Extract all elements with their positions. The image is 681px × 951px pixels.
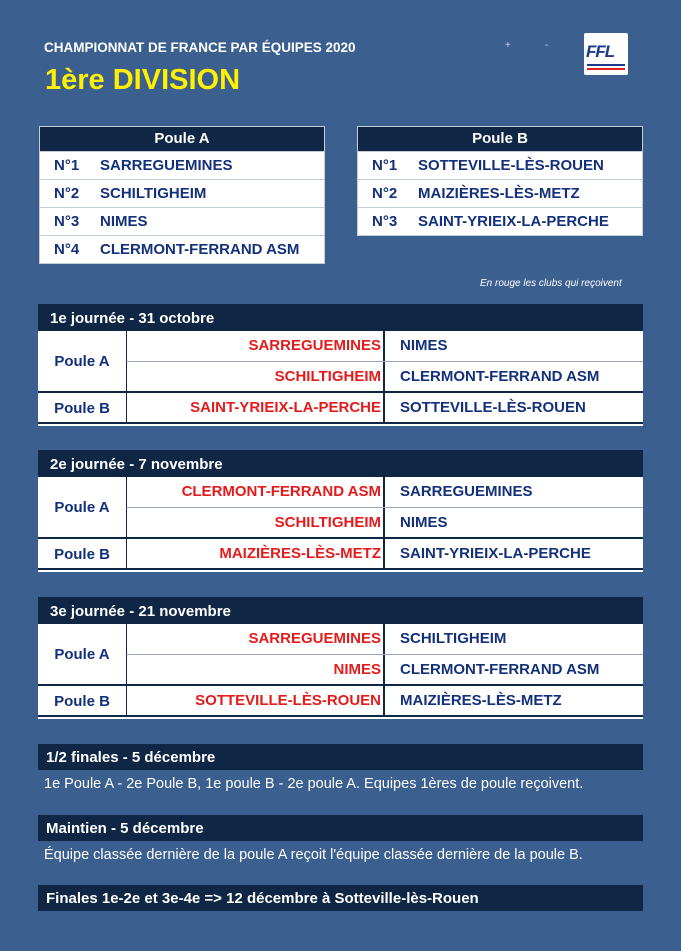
- home-team: SCHILTIGHEIM: [274, 368, 381, 385]
- poule-b-label: Poule B: [38, 539, 126, 570]
- poule-b-table: [357, 126, 643, 236]
- poule-a-row: [40, 235, 324, 263]
- maintien-title: Maintien - 5 décembre: [38, 815, 643, 841]
- journee-title: 3e journée - 21 novembre: [38, 597, 643, 624]
- poule-a-title: Poule A: [40, 127, 324, 151]
- match-row: [126, 362, 643, 393]
- decoration-mark: +: [505, 40, 511, 51]
- poule-b-label: Poule B: [38, 686, 126, 717]
- column-divider: [383, 655, 385, 684]
- match-row: [126, 508, 643, 539]
- poule-a-label: Poule A: [38, 331, 126, 393]
- journee-3: [38, 597, 643, 719]
- demi-finales-title: 1/2 finales - 5 décembre: [38, 744, 643, 770]
- match-row: [126, 686, 643, 717]
- column-divider: [383, 477, 385, 507]
- poule-b-label: Poule B: [38, 393, 126, 424]
- match-row: [126, 477, 643, 508]
- journee-2: [38, 450, 643, 572]
- team-name: NIMES: [100, 213, 148, 230]
- column-divider: [383, 624, 385, 654]
- team-rank: N°2: [372, 185, 398, 202]
- team-name: SARREGUEMINES: [100, 157, 233, 174]
- team-rank: N°4: [54, 241, 80, 258]
- column-divider: [383, 508, 385, 537]
- logo-text: FFL: [586, 42, 615, 61]
- team-rank: N°2: [54, 185, 80, 202]
- away-team: MAIZIÈRES-LÈS-METZ: [400, 692, 562, 709]
- home-team-note: En rouge les clubs qui reçoivent: [480, 278, 622, 289]
- away-team: SAINT-YRIEIX-LA-PERCHE: [400, 545, 591, 562]
- column-divider: [383, 539, 385, 568]
- maintien-section: [38, 815, 643, 863]
- home-team: SCHILTIGHEIM: [274, 514, 381, 531]
- match-row: [126, 539, 643, 570]
- home-team: NIMES: [333, 661, 381, 678]
- team-name: CLERMONT-FERRAND ASM: [100, 241, 300, 258]
- match-row: [126, 393, 643, 424]
- logo-stripe: [587, 68, 625, 70]
- poule-b-row: [358, 207, 642, 235]
- page-title: 1ère DIVISION: [45, 64, 241, 96]
- away-team: SOTTEVILLE-LÈS-ROUEN: [400, 399, 586, 416]
- home-team: MAIZIÈRES-LÈS-METZ: [219, 545, 381, 562]
- home-team: SAINT-YRIEIX-LA-PERCHE: [190, 399, 381, 416]
- match-row: [126, 655, 643, 686]
- team-rank: N°1: [54, 157, 80, 174]
- ffl-logo: [584, 33, 628, 75]
- team-name: SAINT-YRIEIX-LA-PERCHE: [418, 213, 609, 230]
- page-supertitle: CHAMPIONNAT DE FRANCE PAR ÉQUIPES 2020: [44, 40, 356, 55]
- match-row: [126, 331, 643, 362]
- poule-a-row: [40, 151, 324, 179]
- column-divider: [383, 393, 385, 422]
- home-team: SARREGUEMINES: [248, 630, 381, 647]
- poule-b-title: Poule B: [358, 127, 642, 151]
- finales-title: Finales 1e-2e et 3e-4e => 12 décembre à Sotteville-lès-Rouen: [38, 885, 643, 911]
- poule-b-row: [358, 179, 642, 207]
- team-name: SCHILTIGHEIM: [100, 185, 207, 202]
- away-team: NIMES: [400, 514, 448, 531]
- home-team: SOTTEVILLE-LÈS-ROUEN: [195, 692, 381, 709]
- home-team: CLERMONT-FERRAND ASM: [181, 483, 381, 500]
- journee-1: [38, 304, 643, 426]
- team-name: MAIZIÈRES-LÈS-METZ: [418, 185, 580, 202]
- away-team: SARREGUEMINES: [400, 483, 533, 500]
- poule-a-row: [40, 207, 324, 235]
- home-team: SARREGUEMINES: [248, 337, 381, 354]
- journee-title: 1e journée - 31 octobre: [38, 304, 643, 331]
- away-team: CLERMONT-FERRAND ASM: [400, 368, 600, 385]
- finales-section: [38, 885, 643, 911]
- team-name: SOTTEVILLE-LÈS-ROUEN: [418, 157, 604, 174]
- away-team: NIMES: [400, 337, 448, 354]
- poule-a-row: [40, 179, 324, 207]
- poule-a-label: Poule A: [38, 477, 126, 539]
- poule-a-label: Poule A: [38, 624, 126, 686]
- team-rank: N°3: [372, 213, 398, 230]
- match-row: [126, 624, 643, 655]
- team-rank: N°1: [372, 157, 398, 174]
- decoration-mark: -: [545, 40, 549, 51]
- poule-b-row: [358, 151, 642, 179]
- poule-a-table: [39, 126, 325, 264]
- away-team: SCHILTIGHEIM: [400, 630, 507, 647]
- demi-finales-section: [38, 744, 643, 792]
- logo-stripe: [587, 64, 625, 66]
- team-rank: N°3: [54, 213, 80, 230]
- demi-finales-text: 1e Poule A - 2e Poule B, 1e poule B - 2e poule A. Equipes 1ères de poule reçoivent.: [44, 776, 584, 792]
- column-divider: [383, 362, 385, 391]
- column-divider: [383, 686, 385, 715]
- maintien-text: Équipe classée dernière de la poule A reçoit l'équipe classée dernière de la poule B.: [44, 847, 583, 863]
- journee-title: 2e journée - 7 novembre: [38, 450, 643, 477]
- away-team: CLERMONT-FERRAND ASM: [400, 661, 600, 678]
- column-divider: [383, 331, 385, 361]
